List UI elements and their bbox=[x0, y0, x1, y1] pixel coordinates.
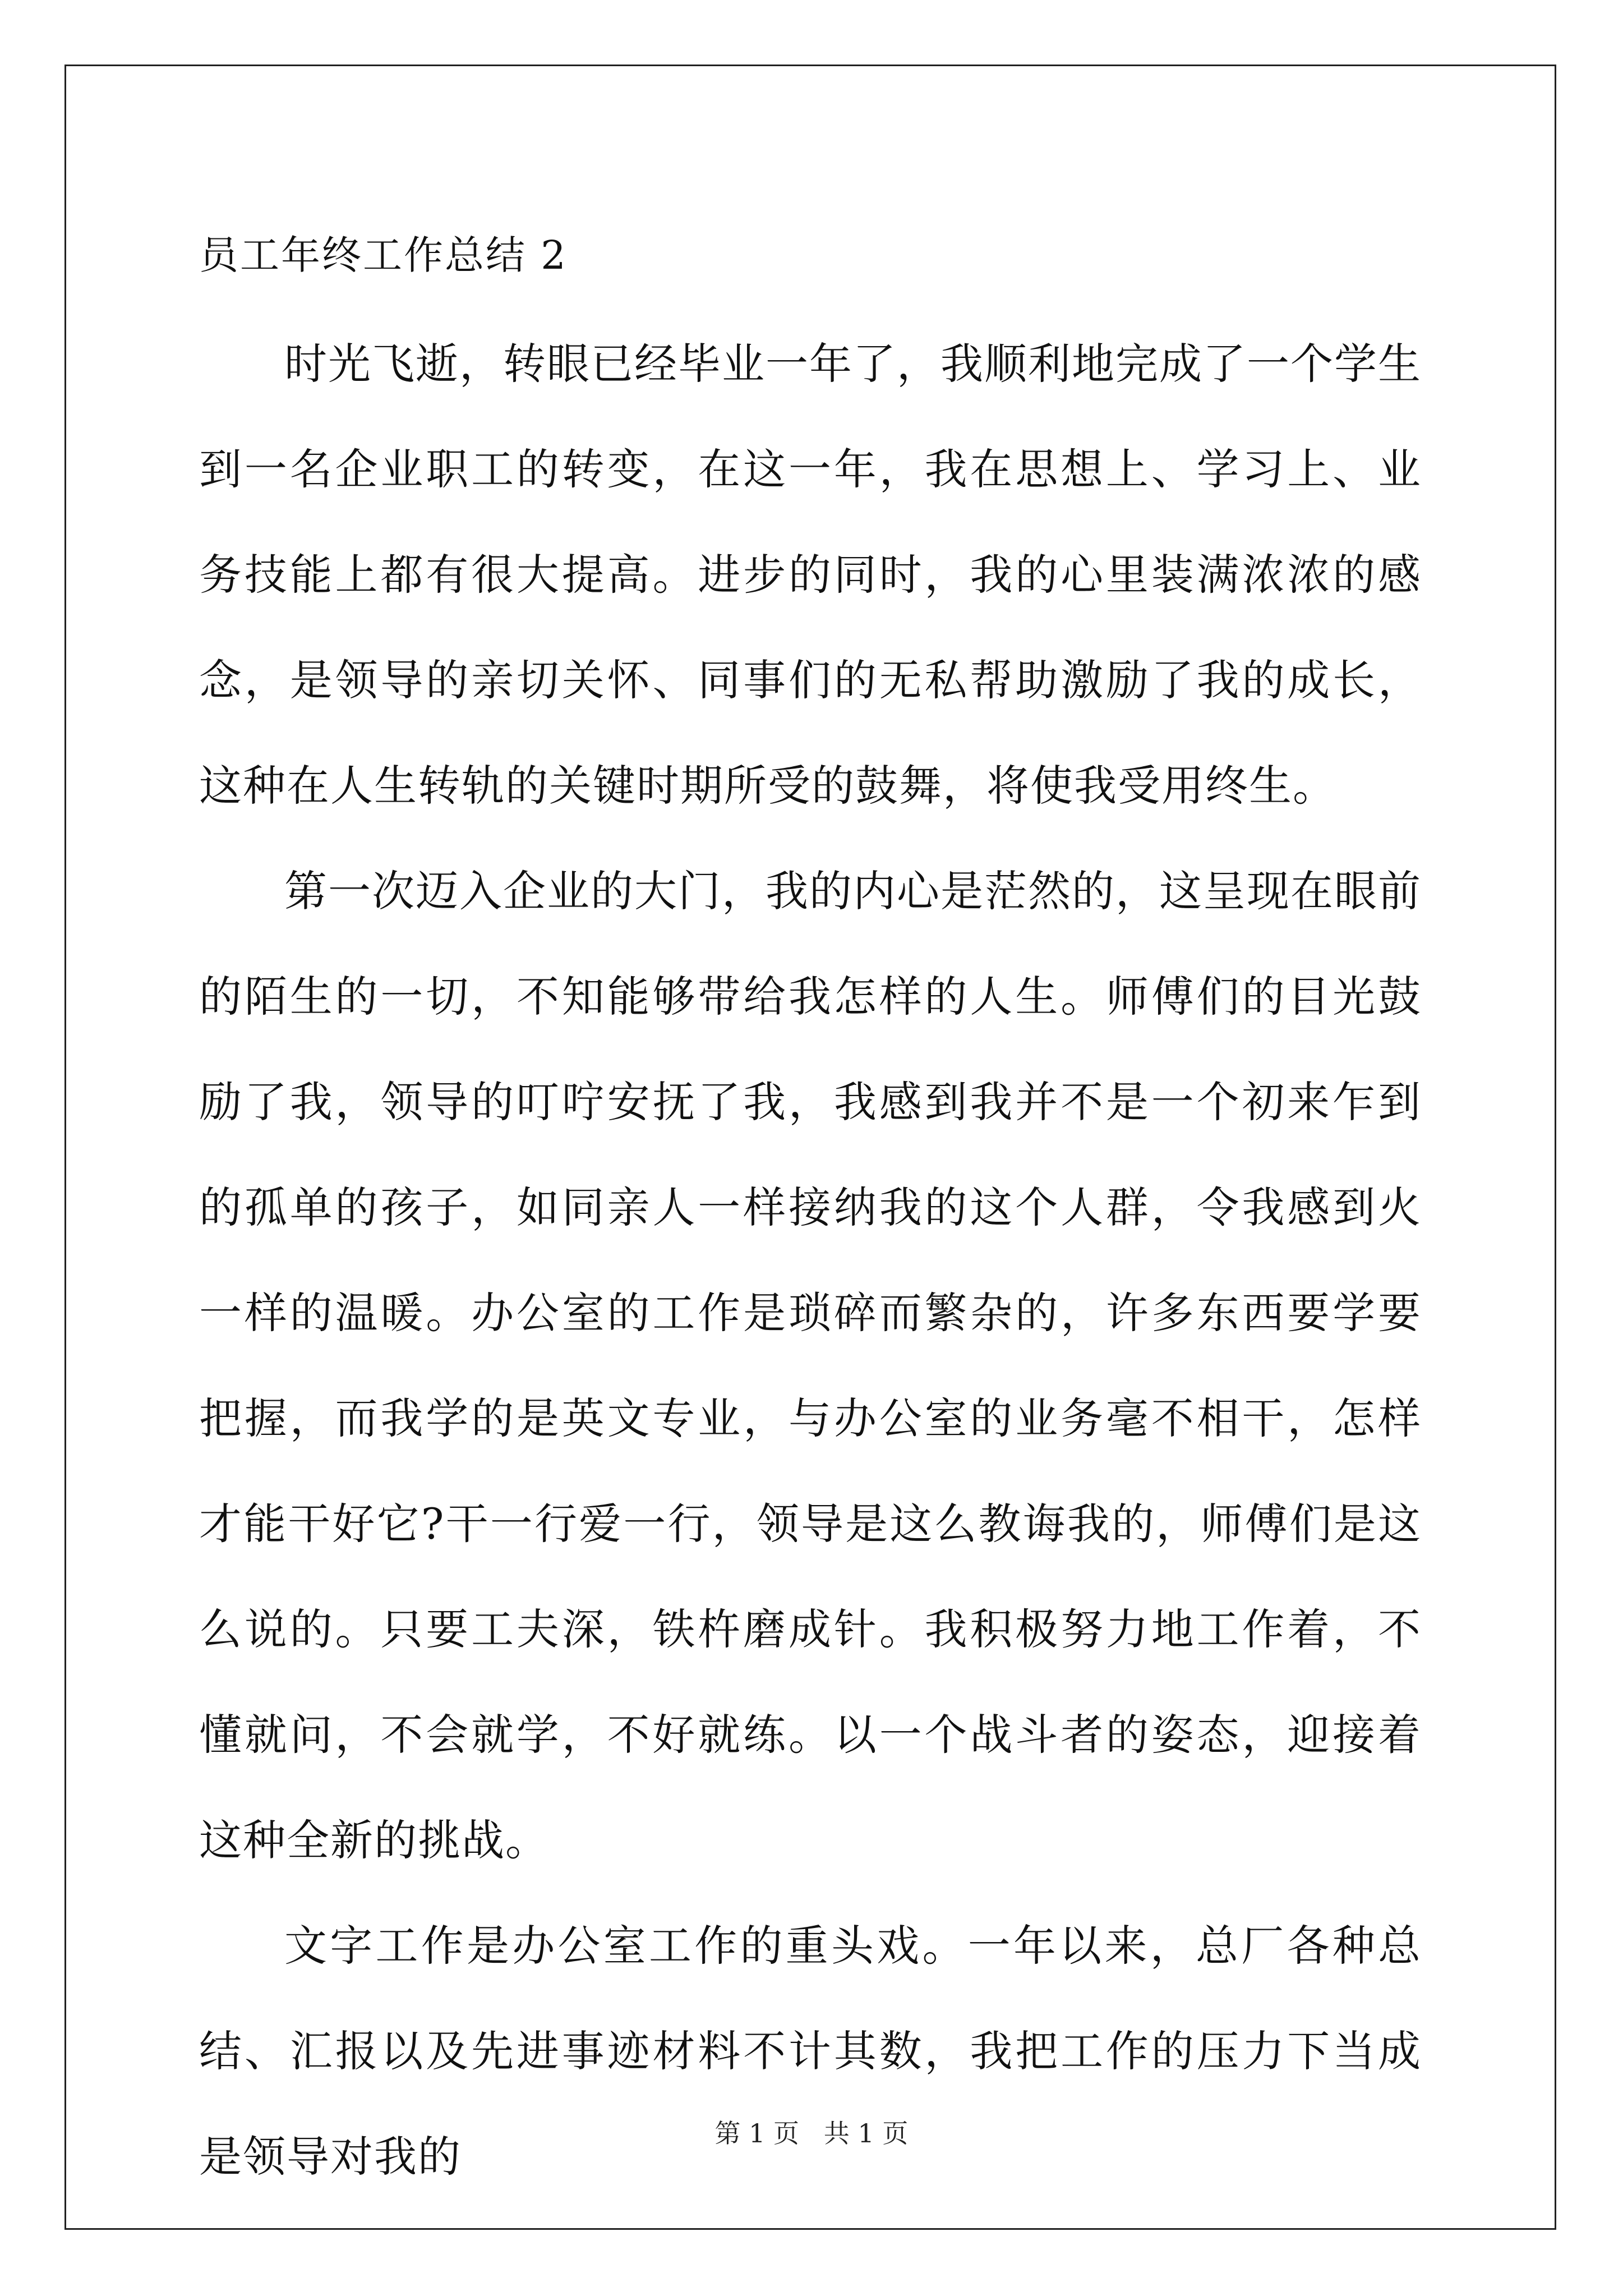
document-body bbox=[199, 222, 1422, 2210]
document-title: 员工年终工作总结 2 bbox=[199, 232, 568, 278]
paragraph-3: 文字工作是办公室工作的重头戏。一年以来，总厂各种总结、汇报以及先进事迹材料不计其数，我把工作的压力下当成是领导对我的 bbox=[199, 1921, 1422, 2182]
paragraph-2: 第一次迈入企业的大门，我的内心是茫然的，这呈现在眼前的陌生的一切，不知能够带给我怎样的人生。师傅们的目光鼓励了我，领导的叮咛安抚了我，我感到我并不是一个初来乍到的孤单的孩子，如同亲人一样接纳我的这个人群，令我感到火一样的温暖。办公室的工作是琐碎而繁杂的，许多东西要学要把握，而我学的是英文专业，与办公室的业务毫不相干，怎样才能干好它?干一行爱一行，领导是这么教诲我的，师傅们是这么说的。只要工夫深，铁杵磨成针。我积极努力地工作着，不懂就问，不会就学，不好就练。以一个战斗者的姿态，迎接着这种全新的挑战。 bbox=[199, 866, 1422, 1865]
page-footer: 第 1 页 共 1 页 bbox=[714, 2118, 909, 2148]
paragraph-1: 时光飞逝，转眼已经毕业一年了，我顺利地完成了一个学生到一名企业职工的转变，在这一年，我在思想上、学习上、业务技能上都有很大提高。进步的同时，我的心里装满浓浓的感念，是领导的亲切关怀、同事们的无私帮助激励了我的成长，这种在人生转轨的关键时期所受的鼓舞，将使我受用终生。 bbox=[199, 339, 1422, 811]
